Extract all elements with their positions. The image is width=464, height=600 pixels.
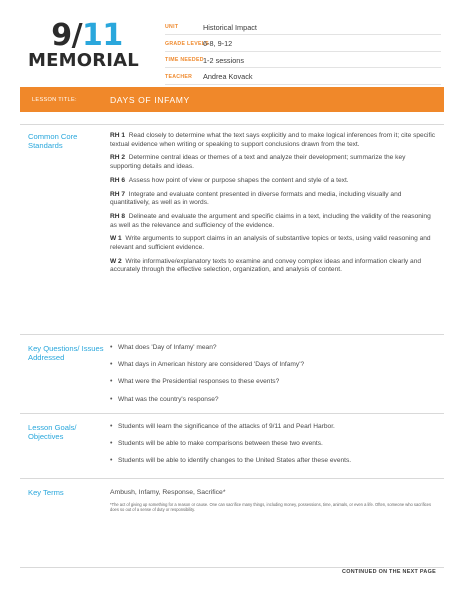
meta-value: Andrea Kovack	[203, 72, 253, 81]
section-questions	[20, 334, 444, 413]
section-standards	[20, 124, 444, 334]
list-item: • What were the Presidential responses to these events?	[110, 378, 280, 386]
section-heading: Common Core Standards	[28, 132, 78, 151]
standard-item	[110, 132, 438, 149]
standard-code: RH 6	[110, 176, 126, 184]
bullet-icon: •	[110, 378, 113, 386]
questions-list	[110, 344, 438, 413]
standard-text: Delineate and evaluate the argument and specific claims in a text, including the validity of the reasoning as well as the relevance and sufficiency of the evidence.	[110, 212, 431, 229]
meta-label: TEACHER	[165, 73, 193, 80]
terms-body	[110, 488, 438, 513]
standard-item	[110, 235, 438, 252]
meta-value: 1-2 sessions	[203, 55, 244, 65]
lesson-title: DAYS OF INFAMY	[110, 94, 190, 105]
logo-number-highlight: 11	[82, 18, 123, 53]
meta-label: TIME NEEDED	[165, 57, 204, 63]
standard-code: W 1	[110, 235, 122, 243]
section-goals	[20, 413, 444, 478]
continued-note: CONTINUED ON THE NEXT PAGE	[342, 569, 436, 575]
memorial-logo	[28, 20, 146, 71]
lesson-meta	[165, 20, 441, 86]
bullet-icon: •	[110, 457, 113, 465]
standard-item	[110, 177, 438, 186]
meta-value: 6-8, 9-12	[203, 39, 233, 48]
standard-item	[110, 191, 438, 208]
standard-text: Integrate and evaluate content presented in diverse formats and media, including visually and quantitatively, as well as in words.	[110, 190, 402, 207]
bullet-icon: •	[110, 440, 113, 448]
standard-item	[110, 258, 438, 275]
list-item: • What days in American history are considered 'Days of Infamy'?	[110, 361, 305, 369]
goals-list	[110, 423, 438, 475]
meta-row-unit	[165, 20, 441, 35]
lesson-title-label: LESSON TITLE:	[32, 96, 77, 103]
meta-value: Historical Impact	[203, 22, 257, 32]
list-item: • Students will learn the significance of the attacks of 9/11 and Pearl Harbor.	[110, 423, 335, 430]
bullet-icon: •	[110, 423, 113, 430]
standard-item	[110, 213, 438, 230]
key-terms-list: Ambush, Infamy, Response, Sacrifice*	[110, 489, 226, 496]
bullet-icon: •	[110, 395, 113, 403]
section-terms	[20, 478, 444, 538]
standard-item	[110, 154, 438, 171]
lesson-title-banner	[20, 87, 444, 112]
bullet-icon: •	[110, 344, 113, 351]
standard-code: W 2	[110, 257, 122, 265]
bullet-icon: •	[110, 361, 113, 369]
meta-row-teacher	[165, 70, 441, 85]
list-item: • Students will be able to identify changes to the United States after these events.	[110, 457, 352, 465]
meta-row-time	[165, 53, 441, 68]
logo-wordmark: MEMORIAL	[28, 50, 139, 71]
list-item: • What was the country's response?	[110, 395, 219, 403]
meta-label: GRADE LEVELS	[165, 40, 209, 47]
key-terms-footnote: *The act of giving up something for a reason or cause. One can sacrifice many things, including money, possessions, time, animals, or even a life. Often, someone who sacrifices does so out of a sense of duty or responsibility.	[110, 502, 431, 513]
standard-text: Read closely to determine what the text says explicitly and to make logical inferences from it; cite specific textual evidence when writing or speaking to support conclusions drawn from the text.	[110, 132, 436, 148]
standard-code: RH 2	[110, 154, 126, 162]
standard-text: Write informative/explanatory texts to examine and convey complex ideas and information clearly and accurately through the effective selection, organization, and analysis of content.	[110, 257, 422, 274]
meta-row-grade	[165, 37, 441, 52]
list-item: • Students will be able to make comparisons between these two events.	[110, 440, 323, 448]
standard-text: Assess how point of view or purpose shapes the content and style of a text.	[128, 176, 349, 184]
section-heading: Key Questions/ Issues Addressed	[28, 344, 104, 363]
logo-number: 9/11	[51, 18, 123, 53]
section-heading: Lesson Goals/ Objectives	[28, 423, 77, 442]
standard-code: RH 8	[110, 212, 126, 220]
standard-code: RH 1	[110, 132, 126, 139]
standards-list	[110, 132, 438, 280]
standard-text: Determine central ideas or themes of a text and analyze their development; summarize the key supporting details and ideas.	[110, 154, 406, 171]
list-item: • What does 'Day of Infamy' mean?	[110, 344, 217, 351]
section-heading: Key Terms	[28, 488, 64, 497]
meta-label: UNIT	[165, 24, 179, 30]
footer-divider	[20, 567, 444, 568]
standard-code: RH 7	[110, 190, 126, 198]
standard-text: Write arguments to support claims in an analysis of substantive topics or texts, using valid reasoning and relevant and sufficient evidence.	[110, 235, 431, 252]
